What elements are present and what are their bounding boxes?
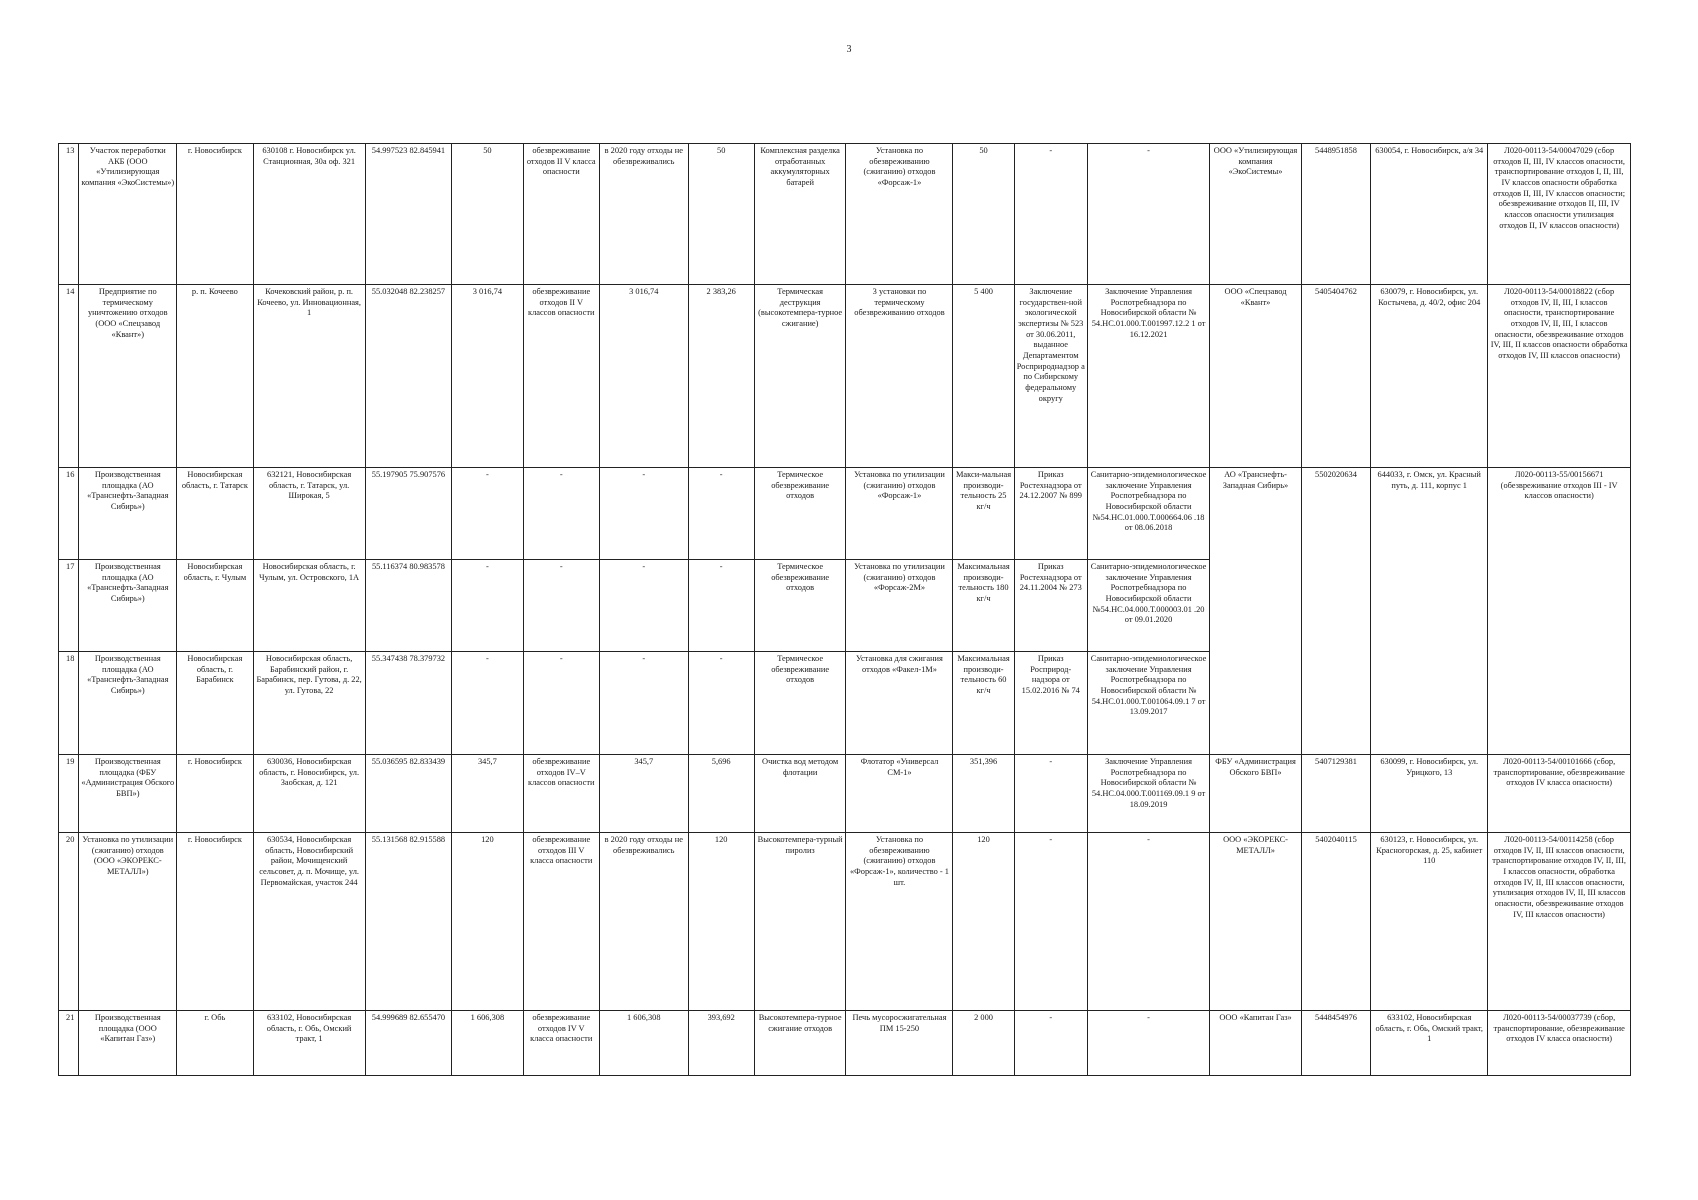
cell-operator: ООО «Утилизирующая компания «ЭкоСистемы» [1210,144,1302,285]
cell-facility-name: Производственная площадка (ФБУ «Администрация Обского БВП») [79,755,177,833]
cell-technology: Термическая деструкция (высокотемпера-турное сжигание) [754,285,846,468]
cell-coordinates: 55.347438 78.379732 [365,652,452,755]
cell-coordinates: 55.197905 75.907576 [365,468,452,560]
table-row [59,144,1631,285]
cell-technology: Очистка вод методом флотации [754,755,846,833]
cell-facility-name: Производственная площадка (АО «Транснефть-Западная Сибирь») [79,468,177,560]
cell-settlement: г. Новосибирск [177,755,253,833]
cell-technology: Комплексная разделка отработанных аккумуляторных батарей [754,144,846,285]
cell-expertise: - [1014,833,1087,1011]
page-number: 3 [846,44,852,55]
cell-equipment: Установка по утилизации (сжиганию) отходов «Форсаж-2М» [846,560,953,652]
cell-actual: - [599,468,688,560]
cell-settlement: г. Обь [177,1011,253,1076]
cell-number: 13 [59,144,79,285]
cell-actual: в 2020 году отходы не обезвреживались [599,833,688,1011]
cell-equipment-capacity: 5 400 [953,285,1014,468]
cell-inn: 5405404762 [1301,285,1370,468]
cell-remaining: 393,692 [688,1011,754,1076]
cell-settlement: Новосибирская область, г. Чулым [177,560,253,652]
cell-expertise: Заключение государствен-ной экологической экспертизы № 523 от 30.06.2011, выданное Департаментом Росприроднадзор а по Сибирскому федеральному округу [1014,285,1087,468]
cell-legal-address: 630123, г. Новосибирск, ул. Красногорская, д. 25, кабинет 110 [1371,833,1488,1011]
cell-activity: обезвреживание отходов IV V класса опасности [523,1011,599,1076]
cell-activity: - [523,468,599,560]
cell-remaining: 5,696 [688,755,754,833]
cell-sanitary: Санитарно-эпидемиологическое заключение Управления Роспотребнадзора по Новосибирской области №54.НС.01.000.Т.000664.06 .18 от 08.06.2018 [1087,468,1209,560]
cell-license: Л020-00113-54/00037739 (сбор, транспортирование, обезвреживание отходов IV класса опасности) [1488,1011,1631,1076]
cell-equipment: Установка по утилизации (сжиганию) отходов «Форсаж-1» [846,468,953,560]
cell-operator: ФБУ «Администрация Обского БВП» [1210,755,1302,833]
cell-activity: обезвреживание отходов II V классов опасности [523,285,599,468]
cell-capacity: 1 606,308 [452,1011,523,1076]
cell-activity: обезвреживание отходов IV–V классов опасности [523,755,599,833]
cell-inn: 5448454976 [1301,1011,1370,1076]
cell-technology: Высокотемпера-турный пиролиз [754,833,846,1011]
cell-license: Л020-00113-54/00047029 (сбор отходов II, III, IV классов опасности, транспортирование отходов I, II, III, IV классов опасности обработка отходов II, III, IV классов опасности; обезвреживание отходов II, III, IV классов опасности утилизация отходов II, IV классов опасности) [1488,144,1631,285]
cell-inn: 5402040115 [1301,833,1370,1011]
cell-address: 632121, Новосибирская область, г. Татарск, ул. Широкая, 5 [253,468,365,560]
cell-address: 630108 г. Новосибирск ул. Станционная, 30а оф. 321 [253,144,365,285]
cell-facility-name: Установка по утилизации (сжиганию) отходов (ООО «ЭКОРЕКС-МЕТАЛЛ») [79,833,177,1011]
cell-technology: Термическое обезвреживание отходов [754,560,846,652]
cell-equipment-capacity: Максимальная производи-тельность 60 кг/ч [953,652,1014,755]
cell-remaining: - [688,652,754,755]
table-row [59,1011,1631,1076]
cell-coordinates: 55.131568 82.915588 [365,833,452,1011]
cell-inn: 5407129381 [1301,755,1370,833]
cell-capacity: 3 016,74 [452,285,523,468]
table-row [59,285,1631,468]
cell-expertise: Приказ Ростехнадзора от 24.11.2004 № 273 [1014,560,1087,652]
cell-coordinates: 55.116374 80.983578 [365,560,452,652]
cell-address: 630534, Новосибирская область, Новосибирский район, Мочищенский сельсовет, д. п. Мочище, ул. Первомайская, участок 244 [253,833,365,1011]
cell-equipment: Установка по обезвреживанию (сжиганию) отходов «Форсаж-1» [846,144,953,285]
cell-settlement: Новосибирская область, г. Татарск [177,468,253,560]
cell-coordinates: 54.997523 82.845941 [365,144,452,285]
cell-activity: - [523,652,599,755]
cell-legal-address: 633102, Новосибирская область, г. Обь, Омский тракт, 1 [1371,1011,1488,1076]
cell-capacity: 50 [452,144,523,285]
cell-remaining: 2 383,26 [688,285,754,468]
cell-legal-address: 630054, г. Новосибирск, а/я 34 [1371,144,1488,285]
cell-sanitary: - [1087,1011,1209,1076]
cell-number: 19 [59,755,79,833]
cell-equipment: Флотатор «Универсал СМ-1» [846,755,953,833]
cell-expertise: Приказ Росприрод-надзора от 15.02.2016 № 74 [1014,652,1087,755]
cell-number: 16 [59,468,79,560]
cell-expertise: - [1014,144,1087,285]
cell-sanitary: Заключение Управления Роспотребнадзора по Новосибирской области № 54.НС.01.000.Т.001997.12.2 1 от 16.12.2021 [1087,285,1209,468]
cell-operator: ООО «Спецзавод «Квант» [1210,285,1302,468]
cell-number: 20 [59,833,79,1011]
cell-technology: Термическое обезвреживание отходов [754,468,846,560]
cell-facility-name: Производственная площадка (ООО «Капитан Газ») [79,1011,177,1076]
cell-capacity: - [452,560,523,652]
cell-legal-address: 644033, г. Омск, ул. Красный путь, д. 111, корпус 1 [1371,468,1488,755]
cell-coordinates: 55.032048 82.238257 [365,285,452,468]
cell-settlement: г. Новосибирск [177,833,253,1011]
cell-address: 630036, Новосибирская область, г. Новосибирск, ул. Заобская, д. 121 [253,755,365,833]
cell-expertise: - [1014,1011,1087,1076]
cell-coordinates: 54.999689 82.655470 [365,1011,452,1076]
cell-number: 21 [59,1011,79,1076]
cell-coordinates: 55.036595 82.833439 [365,755,452,833]
cell-address: Кочековский район, р. п. Кочеево, ул. Инновационная, 1 [253,285,365,468]
cell-sanitary: Заключение Управления Роспотребнадзора по Новосибирской области № 54.НС.04.000.Т.001169.09.1 9 от 18.09.2019 [1087,755,1209,833]
cell-equipment: Установка для сжигания отходов «Факел-1М» [846,652,953,755]
cell-activity: обезвреживание отходов II V класса опасности [523,144,599,285]
cell-operator: ООО «ЭКОРЕКС-МЕТАЛЛ» [1210,833,1302,1011]
cell-equipment: 3 установки по термическому обезвреживанию отходов [846,285,953,468]
cell-sanitary: - [1087,144,1209,285]
cell-facility-name: Производственная площадка (АО «Транснефть-Западная Сибирь») [79,652,177,755]
cell-equipment-capacity: 120 [953,833,1014,1011]
cell-equipment-capacity: 2 000 [953,1011,1014,1076]
table-row [59,833,1631,1011]
cell-sanitary: Санитарно-эпидемиологическое заключение Управления Роспотребнадзора по Новосибирской области № 54.НС.01.000.Т.001064.09.1 7 от 13.09.2017 [1087,652,1209,755]
cell-expertise: - [1014,755,1087,833]
cell-actual: 345,7 [599,755,688,833]
cell-license: Л020-00113-55/00156671 (обезвреживание отходов III - IV классов опасности) [1488,468,1631,755]
table-row [59,468,1631,560]
cell-actual: - [599,652,688,755]
cell-activity: - [523,560,599,652]
cell-facility-name: Участок переработки АКБ (ООО «Утилизирующая компания «ЭкоСистемы») [79,144,177,285]
cell-sanitary: Санитарно-эпидемиологическое заключение Управления Роспотребнадзора по Новосибирской области №54.НС.04.000.Т.000003.01 .20 от 09.01.2020 [1087,560,1209,652]
cell-activity: обезвреживание отходов III V класса опасности [523,833,599,1011]
table-row [59,755,1631,833]
cell-settlement: р. п. Кочеево [177,285,253,468]
cell-capacity: - [452,468,523,560]
cell-sanitary: - [1087,833,1209,1011]
cell-address: Новосибирская область, г. Чулым, ул. Островского, 1А [253,560,365,652]
cell-address: 633102, Новосибирская область, г. Обь, Омский тракт, 1 [253,1011,365,1076]
cell-capacity: 345,7 [452,755,523,833]
cell-capacity: - [452,652,523,755]
cell-facility-name: Предприятие по термическому уничтожению отходов (ООО «Спецзавод «Квант») [79,285,177,468]
cell-settlement: г. Новосибирск [177,144,253,285]
cell-remaining: - [688,468,754,560]
cell-equipment: Печь мусоросжигательная ПМ 15-250 [846,1011,953,1076]
cell-actual: 3 016,74 [599,285,688,468]
cell-operator: ООО «Капитан Газ» [1210,1011,1302,1076]
cell-address: Новосибирская область, Барабинский район, г. Барабинск, пер. Гутова, д. 22, ул. Гутова, 22 [253,652,365,755]
cell-equipment-capacity: 351,396 [953,755,1014,833]
cell-expertise: Приказ Ростехнадзора от 24.12.2007 № 899 [1014,468,1087,560]
cell-equipment-capacity: Максимальная производи-тельность 180 кг/ч [953,560,1014,652]
cell-license: Л020-00113-54/00114258 (сбор отходов IV, II, III классов опасности, транспортирование отходов IV, II, III, I классов опасности, обработка отходов IV, II, III классов опасности, утилизация отходов IV, II, III классов опасности, обезвреживание отходов IV, III классов опасности) [1488,833,1631,1011]
cell-legal-address: 630099, г. Новосибирск, ул. Урицкого, 13 [1371,755,1488,833]
cell-actual: 1 606,308 [599,1011,688,1076]
cell-number: 18 [59,652,79,755]
cell-remaining: 120 [688,833,754,1011]
cell-equipment-capacity: Макси-мальная производи-тельность 25 кг/ч [953,468,1014,560]
cell-facility-name: Производственная площадка (АО «Транснефть-Западная Сибирь») [79,560,177,652]
cell-license: Л020-00113-54/00018822 (сбор отходов IV, II, III, I классов опасности, транспортирование отходов IV, II, III, I классов опасности, обезвреживание отходов IV, III, II классов опасности обработка отходов IV, III классов опасности) [1488,285,1631,468]
cell-remaining: - [688,560,754,652]
cell-actual: - [599,560,688,652]
cell-remaining: 50 [688,144,754,285]
cell-inn: 5502020634 [1301,468,1370,755]
cell-operator: АО «Транснефть-Западная Сибирь» [1210,468,1302,755]
cell-settlement: Новосибирская область, г. Барабинск [177,652,253,755]
facilities-table [58,143,1631,1076]
cell-inn: 5448951858 [1301,144,1370,285]
cell-equipment-capacity: 50 [953,144,1014,285]
cell-license: Л020-00113-54/00101666 (сбор, транспортирование, обезвреживание отходов IV класса опасности) [1488,755,1631,833]
cell-number: 14 [59,285,79,468]
cell-legal-address: 630079, г. Новосибирск, ул. Костычева, д. 40/2, офис 204 [1371,285,1488,468]
cell-capacity: 120 [452,833,523,1011]
cell-number: 17 [59,560,79,652]
cell-technology: Термическое обезвреживание отходов [754,652,846,755]
cell-technology: Высокотемпера-турное сжигание отходов [754,1011,846,1076]
cell-equipment: Установка по обезвреживанию (сжиганию) отходов «Форсаж-1», количество - 1 шт. [846,833,953,1011]
cell-actual: в 2020 году отходы не обезвреживались [599,144,688,285]
